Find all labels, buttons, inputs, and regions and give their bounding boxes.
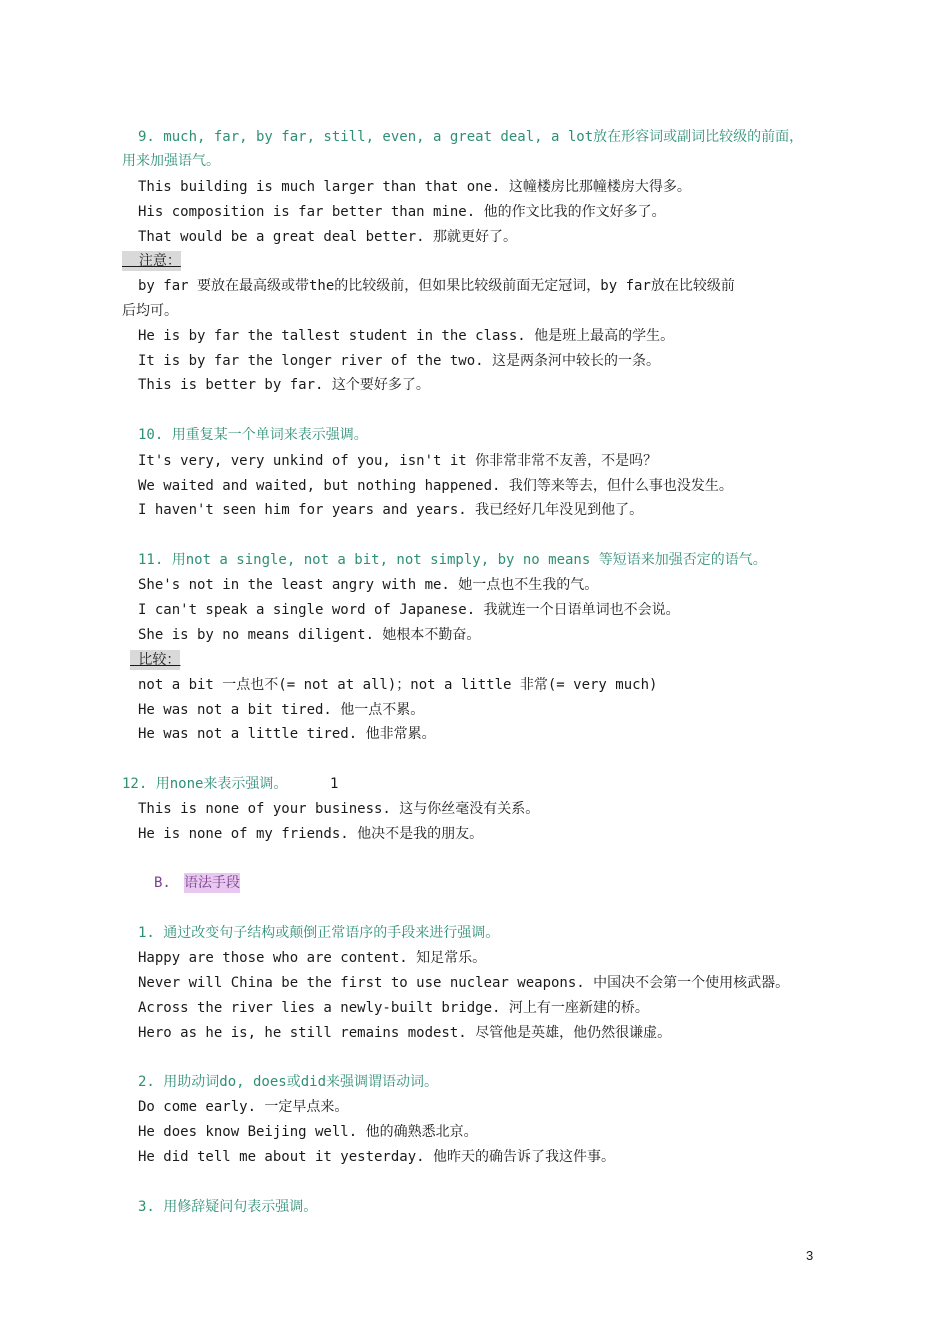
example-line: This is better by far. 这个要好多了。 <box>138 377 430 393</box>
example-line: It is by far the longer river of the two. 这是两条河中较长的一条。 <box>138 353 661 369</box>
example-line: He is by far the tallest student in the class. 他是班上最高的学生。 <box>138 328 675 344</box>
example-line: Never will China be the first to use nuclear weapons. 中国决不会第一个使用核武器。 <box>138 975 790 991</box>
example-line: This building is much larger than that one. 这幢楼房比那幢楼房大得多。 <box>138 179 691 195</box>
example-line: He did tell me about it yesterday. 他昨天的确告诉了我这件事。 <box>138 1149 616 1165</box>
note-text-cont: 后均可。 <box>122 303 178 319</box>
note-label: 注意： <box>122 253 181 269</box>
section-10-heading: 10. 用重复某一个单词来表示强调。 <box>138 427 368 443</box>
example-line: He is none of my friends. 他决不是我的朋友。 <box>138 826 484 842</box>
example-line: I can't speak a single word of Japanese. 我就连一个日语单词也不会说。 <box>138 602 680 618</box>
example-line: His composition is far better than mine. 他的作文比我的作文好多了。 <box>138 204 666 220</box>
note-text: by far 要放在最高级或带the的比较级前，但如果比较级前面无定冠词，by far放在比较级前 <box>138 278 735 294</box>
example-line: She is by no means diligent. 她根本不勤奋。 <box>138 627 481 643</box>
section-11-heading: 11. 用not a single, not a bit, not simply, by no means 等短语来加强否定的语气。 <box>138 552 767 568</box>
example-line: Across the river lies a newly-built bridge. 河上有一座新建的桥。 <box>138 1000 649 1016</box>
example-line: It's very, very unkind of you, isn't it 你非常非常不友善，不是吗？ <box>138 453 658 469</box>
example-line: He was not a bit tired. 他一点不累。 <box>138 702 425 718</box>
example-line: That would be a great deal better. 那就更好了。 <box>138 229 518 245</box>
b3-heading: 3. 用修辞疑问句表示强调。 <box>138 1199 318 1215</box>
page-number: 3 <box>806 1248 814 1263</box>
example-line: Hero as he is, he still remains modest. 尽管他是英雄，他仍然很谦虚。 <box>138 1025 672 1041</box>
example-line: We waited and waited, but nothing happened. 我们等来等去，但什么事也没发生。 <box>138 478 733 494</box>
example-line: Do come early. 一定早点来。 <box>138 1099 349 1115</box>
compare-label: 比较： <box>130 652 181 668</box>
example-line: I haven't seen him for years and years. 我已经好几年没见到他了。 <box>138 502 644 518</box>
b2-heading: 2. 用助动词do, does或did来强调谓语动词。 <box>138 1074 439 1090</box>
example-line: He does know Beijing well. 他的确熟悉北京。 <box>138 1124 478 1140</box>
section-b-title: 语法手段 <box>184 875 240 891</box>
b1-heading: 1. 通过改变句子结构或颠倒正常语序的手段来进行强调。 <box>138 925 500 941</box>
section-12-mark: 1 <box>330 776 339 792</box>
example-line: She's not in the least angry with me. 她一点也不生我的气。 <box>138 577 599 593</box>
example-line: This is none of your business. 这与你丝毫没有关系。 <box>138 801 540 817</box>
section-12-heading: 12. 用none来表示强调。 <box>122 776 288 792</box>
section-b-letter: B. <box>154 875 171 891</box>
example-line: He was not a little tired. 他非常累。 <box>138 726 436 742</box>
example-line: Happy are those who are content. 知足常乐。 <box>138 950 487 966</box>
section-9-heading-cont: 用来加强语气。 <box>122 153 220 169</box>
section-9-heading: 9. much, far, by far, still, even, a great deal, a lot放在形容词或副词比较级的前面， <box>138 129 804 145</box>
compare-line: not a bit 一点也不(= not at all)；not a little 非常(= very much) <box>138 677 658 693</box>
